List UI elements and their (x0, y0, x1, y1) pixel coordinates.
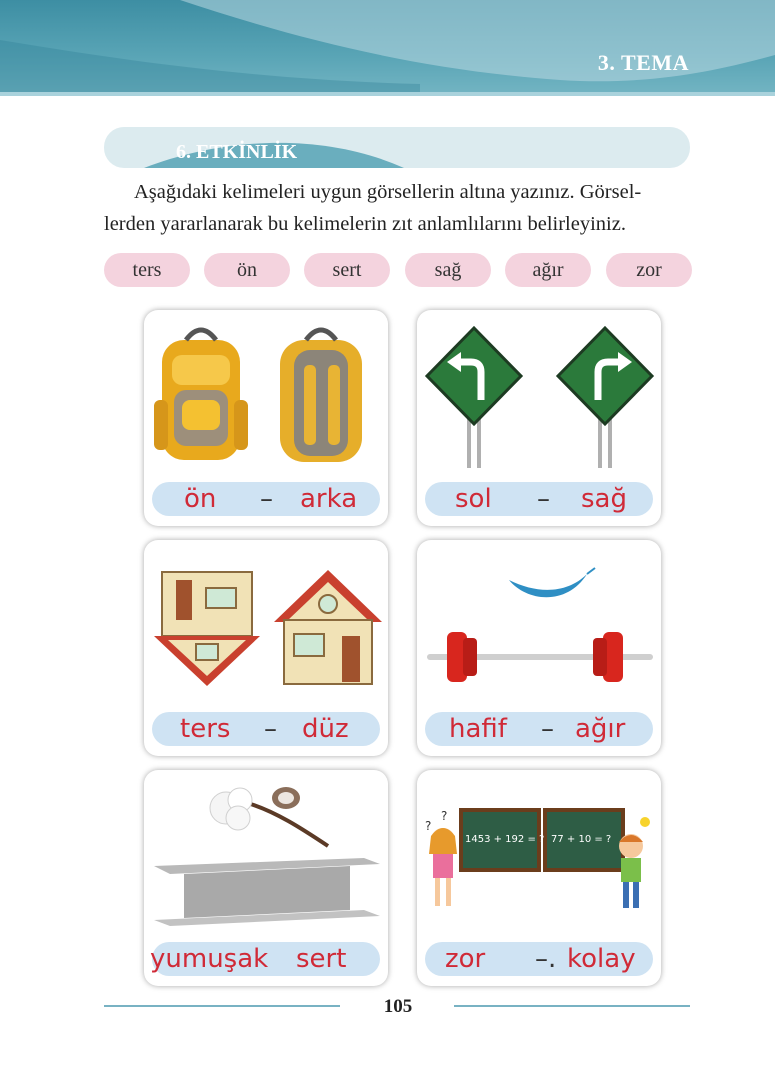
header-divider (0, 92, 775, 96)
board-right-equation: 77 + 10 = ? (551, 834, 612, 845)
pair-right-word: sağ (581, 484, 627, 514)
chapter-header (0, 0, 775, 96)
svg-text:?: ? (441, 809, 448, 823)
page-number: 105 (383, 996, 413, 1017)
pair-right-word: düz (302, 714, 349, 744)
pair-separator: – (541, 714, 554, 744)
opposite-pair-pill (152, 482, 380, 516)
footer-rule-right (454, 1005, 690, 1007)
pair-right-word: kolay (567, 944, 636, 974)
pair-left-word: zor (445, 944, 486, 974)
feather-barbell-illustration (417, 540, 661, 710)
word-chip-row (104, 253, 692, 288)
activity-title-bar (104, 127, 690, 168)
pair-left-word: ters (180, 714, 231, 744)
cotton-steel-illustration (144, 770, 388, 940)
pair-right-word: ağır (575, 714, 626, 744)
word-chip: ön (204, 253, 290, 287)
activity-instruction (104, 176, 692, 240)
opposite-pair-pill (425, 712, 653, 746)
backpack-illustration (144, 310, 388, 480)
word-chip: ağır (505, 253, 591, 287)
pair-separator: – (537, 484, 550, 514)
opposite-pair-pill (152, 942, 380, 976)
theme-label: 3. TEMA (597, 50, 689, 75)
pair-left-word: hafif (449, 714, 507, 744)
header-wave-decoration (0, 0, 775, 96)
card-math-boards (417, 770, 661, 986)
word-chip: sert (304, 253, 390, 287)
card-backpacks (144, 310, 388, 526)
pair-separator: –. (535, 944, 557, 974)
road-sign-illustration (417, 310, 661, 480)
pair-left-word: ön (184, 484, 217, 514)
footer-rule-left (104, 1005, 340, 1007)
card-houses (144, 540, 388, 756)
instruction-line-1: Aşağıdaki kelimeleri uygun görsellerin altına yazınız. Görsel- (134, 181, 642, 203)
instruction-line-2: lerden yararlanarak bu kelimelerin zıt anlamlılarını belirleyiniz. (104, 213, 626, 235)
pair-right-word: sert (296, 944, 347, 974)
pair-separator: – (264, 714, 277, 744)
svg-text:?: ? (425, 819, 432, 833)
card-feather-barbell (417, 540, 661, 756)
card-cotton-steel (144, 770, 388, 986)
opposite-pair-pill (425, 942, 653, 976)
opposite-pair-pill (425, 482, 653, 516)
word-chip: sağ (405, 253, 491, 287)
board-left-equation: 1453 + 192 = ? (465, 834, 545, 845)
math-boards-illustration (417, 770, 661, 940)
card-road-signs (417, 310, 661, 526)
word-chip: zor (606, 253, 692, 287)
word-chip: ters (104, 253, 190, 287)
activity-title: 6. ETKİNLİK (176, 141, 298, 163)
pair-left-word: sol (455, 484, 492, 514)
pair-left-word: yumuşak (150, 944, 269, 974)
pair-separator: – (260, 484, 273, 514)
opposite-pair-pill (152, 712, 380, 746)
pair-right-word: arka (300, 484, 358, 514)
houses-illustration (144, 540, 388, 710)
